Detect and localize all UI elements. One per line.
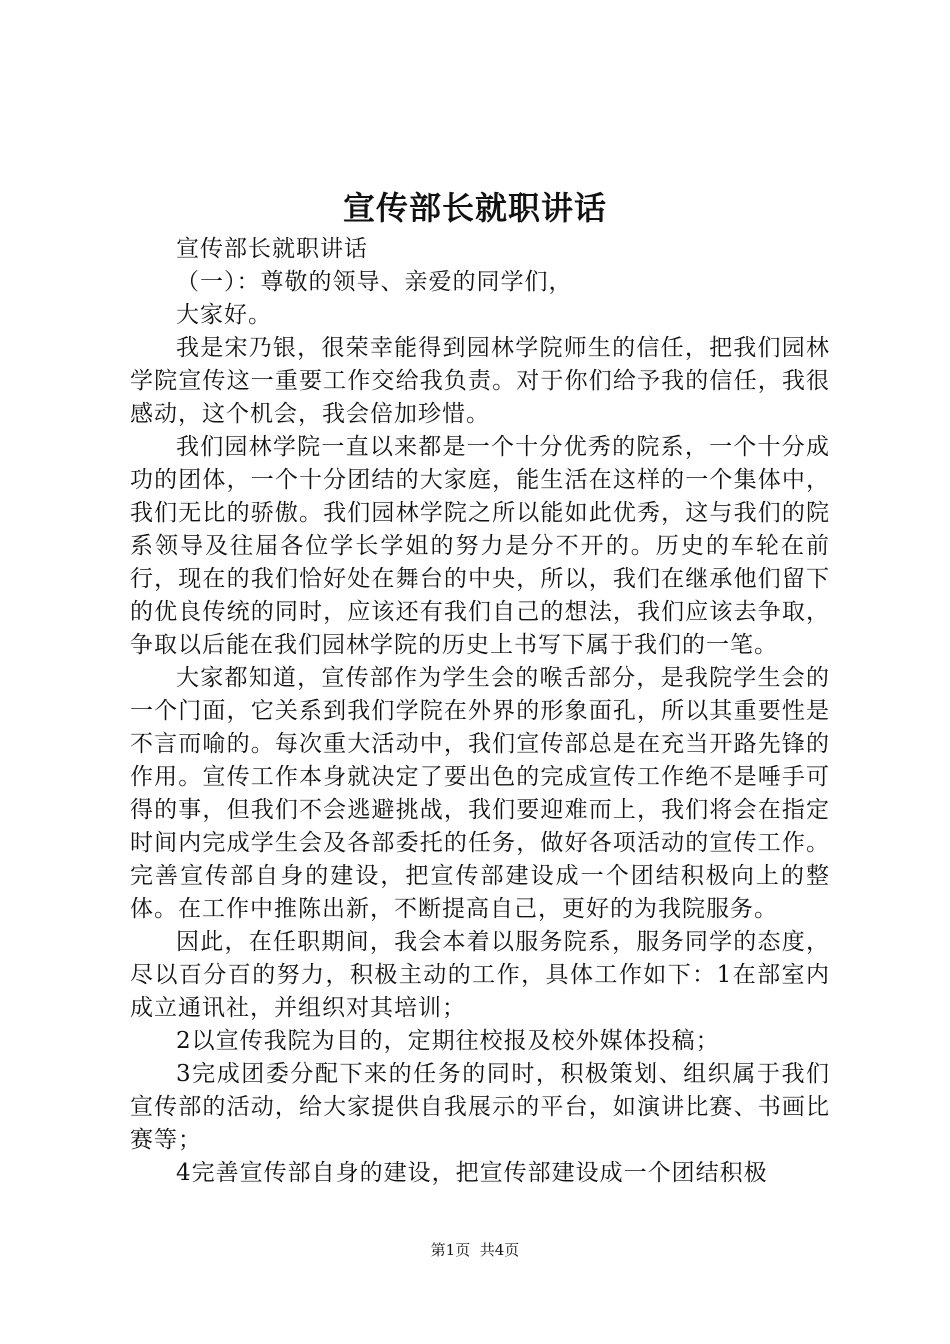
paragraph: 大家都知道，宣传部作为学生会的喉舌部分，是我院学生会的一个门面，它关系到我们学院在外界的形象面孔，所以其重要性是不言而喻的。每次重大活动中，我们宣传部总是在充当开路先锋的作用。宣传工作本身就决定了要出色的完成宣传工作绝不是唾手可得的事，但我们不会逃避挑战，我们要迎难而上，我们将会在指定时间内完成学生会及各部委托的任务，做好各项活动的宣传工作。完善宣传部自身的建设，把宣传部建设成一个团结积极向上的整体。在工作中推陈出新，不断提高自己，更好的为我院服务。 xyxy=(130,665,830,922)
page-footer xyxy=(0,1240,950,1260)
paragraph: 大家好。 xyxy=(176,302,272,328)
paragraph: 4完善宣传部自身的建设，把宣传部建设成一个团结积极 xyxy=(176,1160,768,1186)
paragraph: 我们园林学院一直以来都是一个十分优秀的院系，一个十分成功的团体，一个十分团结的大家庭，能生活在这样的一个集体中，我们无比的骄傲。我们园林学院之所以能如此优秀，这与我们的院系领导及往届各位学长学姐的努力是分不开的。历史的车轮在前行，现在的我们恰好处在舞台的中央，所以，我们在继承他们留下的优良传统的同时，应该还有我们自己的想法，我们应该去争取，争取以后能在我们园林学院的历史上书写下属于我们的一笔。 xyxy=(130,434,830,658)
paragraph: 3完成团委分配下来的任务的同时，积极策划、组织属于我们宣传部的活动，给大家提供自我展示的平台，如演讲比赛、书画比赛等； xyxy=(130,1061,830,1153)
paragraph: 2以宣传我院为目的，定期往校报及校外媒体投稿； xyxy=(176,1028,720,1054)
paragraph: 因此，在任职期间，我会本着以服务院系，服务同学的态度，尽以百分百的努力，积极主动的工作，具体工作如下：1在部室内成立通讯社，并组织对其培训； xyxy=(130,929,830,1021)
paragraph: 我是宋乃银，很荣幸能得到园林学院师生的信任，把我们园林学院宣传这一重要工作交给我负责。对于你们给予我的信任，我很感动，这个机会，我会倍加珍惜。 xyxy=(130,335,830,427)
paragraph: 宣传部长就职讲话 xyxy=(176,236,368,262)
page-number: 第1页 xyxy=(430,1241,471,1259)
paragraph: （一）：尊敬的领导、亲爱的同学们， xyxy=(176,269,573,295)
page-total: 共4页 xyxy=(479,1241,520,1259)
document-title: 宣传部长就职讲话 xyxy=(342,189,607,227)
document-body xyxy=(130,233,830,1190)
